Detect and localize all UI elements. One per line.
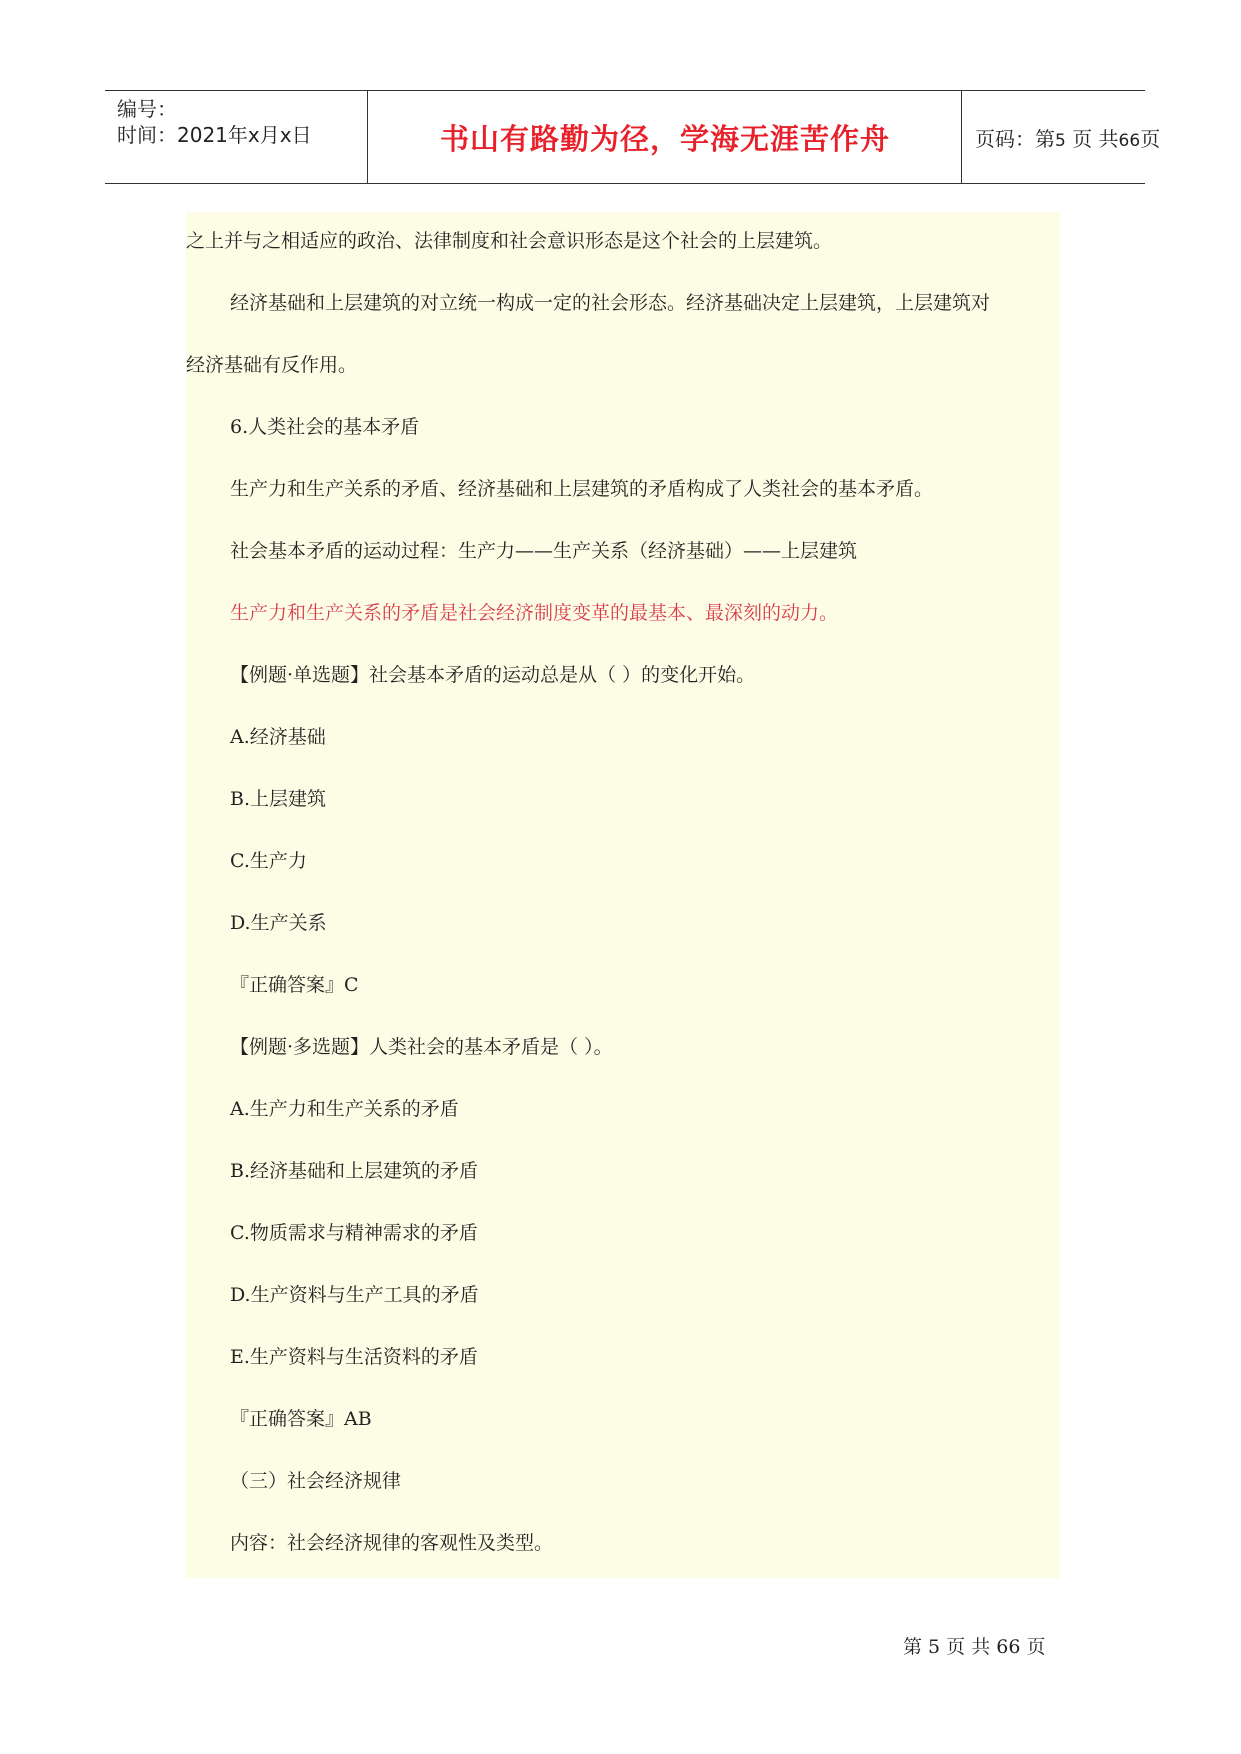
number-label: 编号： — [117, 97, 177, 121]
page-number: 5 — [1055, 131, 1066, 151]
question-multi-choice: 【例题·多选题】人类社会的基本矛盾是（ ）。 — [230, 1036, 613, 1058]
header-motto-cell — [369, 91, 962, 183]
page-indicator — [975, 123, 1160, 152]
option-d: D.生产资料与生产工具的矛盾 — [230, 1284, 479, 1306]
paragraph: 社会基本矛盾的运动过程：生产力——生产关系（经济基础）——上层建筑 — [230, 540, 858, 562]
page-suffix: 页 — [1140, 127, 1161, 151]
header-meta-cell — [105, 91, 368, 183]
paragraph: 内容：社会经济规律的客观性及类型。 — [230, 1532, 554, 1554]
answer: 『正确答案』AB — [230, 1408, 372, 1430]
section-heading: 6.人类社会的基本矛盾 — [230, 416, 420, 438]
content-area — [186, 212, 1060, 1578]
page-footer: 第 5 页 共 66 页 — [903, 1636, 1046, 1658]
question-single-choice: 【例题·单选题】社会基本矛盾的运动总是从（ ）的变化开始。 — [230, 664, 756, 686]
option-c: C.物质需求与精神需求的矛盾 — [230, 1222, 478, 1244]
option-a: A.经济基础 — [230, 726, 326, 748]
motto: 书山有路勤为径，学海无涯苦作舟 — [439, 122, 890, 156]
time-label: 时间：2021年x月x日 — [117, 123, 312, 147]
paragraph: 生产力和生产关系的矛盾、经济基础和上层建筑的矛盾构成了人类社会的基本矛盾。 — [230, 478, 934, 500]
option-c: C.生产力 — [230, 850, 307, 872]
header-page-cell — [963, 91, 1161, 183]
option-e: E.生产资料与生活资料的矛盾 — [230, 1346, 478, 1368]
page-mid: 页 共 — [1072, 127, 1119, 151]
paragraph: 之上并与之相适应的政治、法律制度和社会意识形态是这个社会的上层建筑。 — [186, 230, 833, 252]
page-header — [105, 90, 1161, 184]
page-prefix: 页码：第 — [975, 127, 1055, 151]
highlighted-paragraph: 生产力和生产关系的矛盾是社会经济制度变革的最基本、最深刻的动力。 — [230, 602, 839, 624]
paragraph: 经济基础和上层建筑的对立统一构成一定的社会形态。经济基础决定上层建筑，上层建筑对 — [230, 292, 991, 314]
paragraph: 经济基础有反作用。 — [186, 354, 358, 376]
option-a: A.生产力和生产关系的矛盾 — [230, 1098, 459, 1120]
section-heading: （三）社会经济规律 — [230, 1470, 402, 1492]
answer: 『正确答案』C — [230, 974, 359, 996]
option-b: B.上层建筑 — [230, 788, 327, 810]
option-d: D.生产关系 — [230, 912, 327, 934]
page-total: 66 — [1118, 131, 1141, 151]
option-b: B.经济基础和上层建筑的矛盾 — [230, 1160, 479, 1182]
